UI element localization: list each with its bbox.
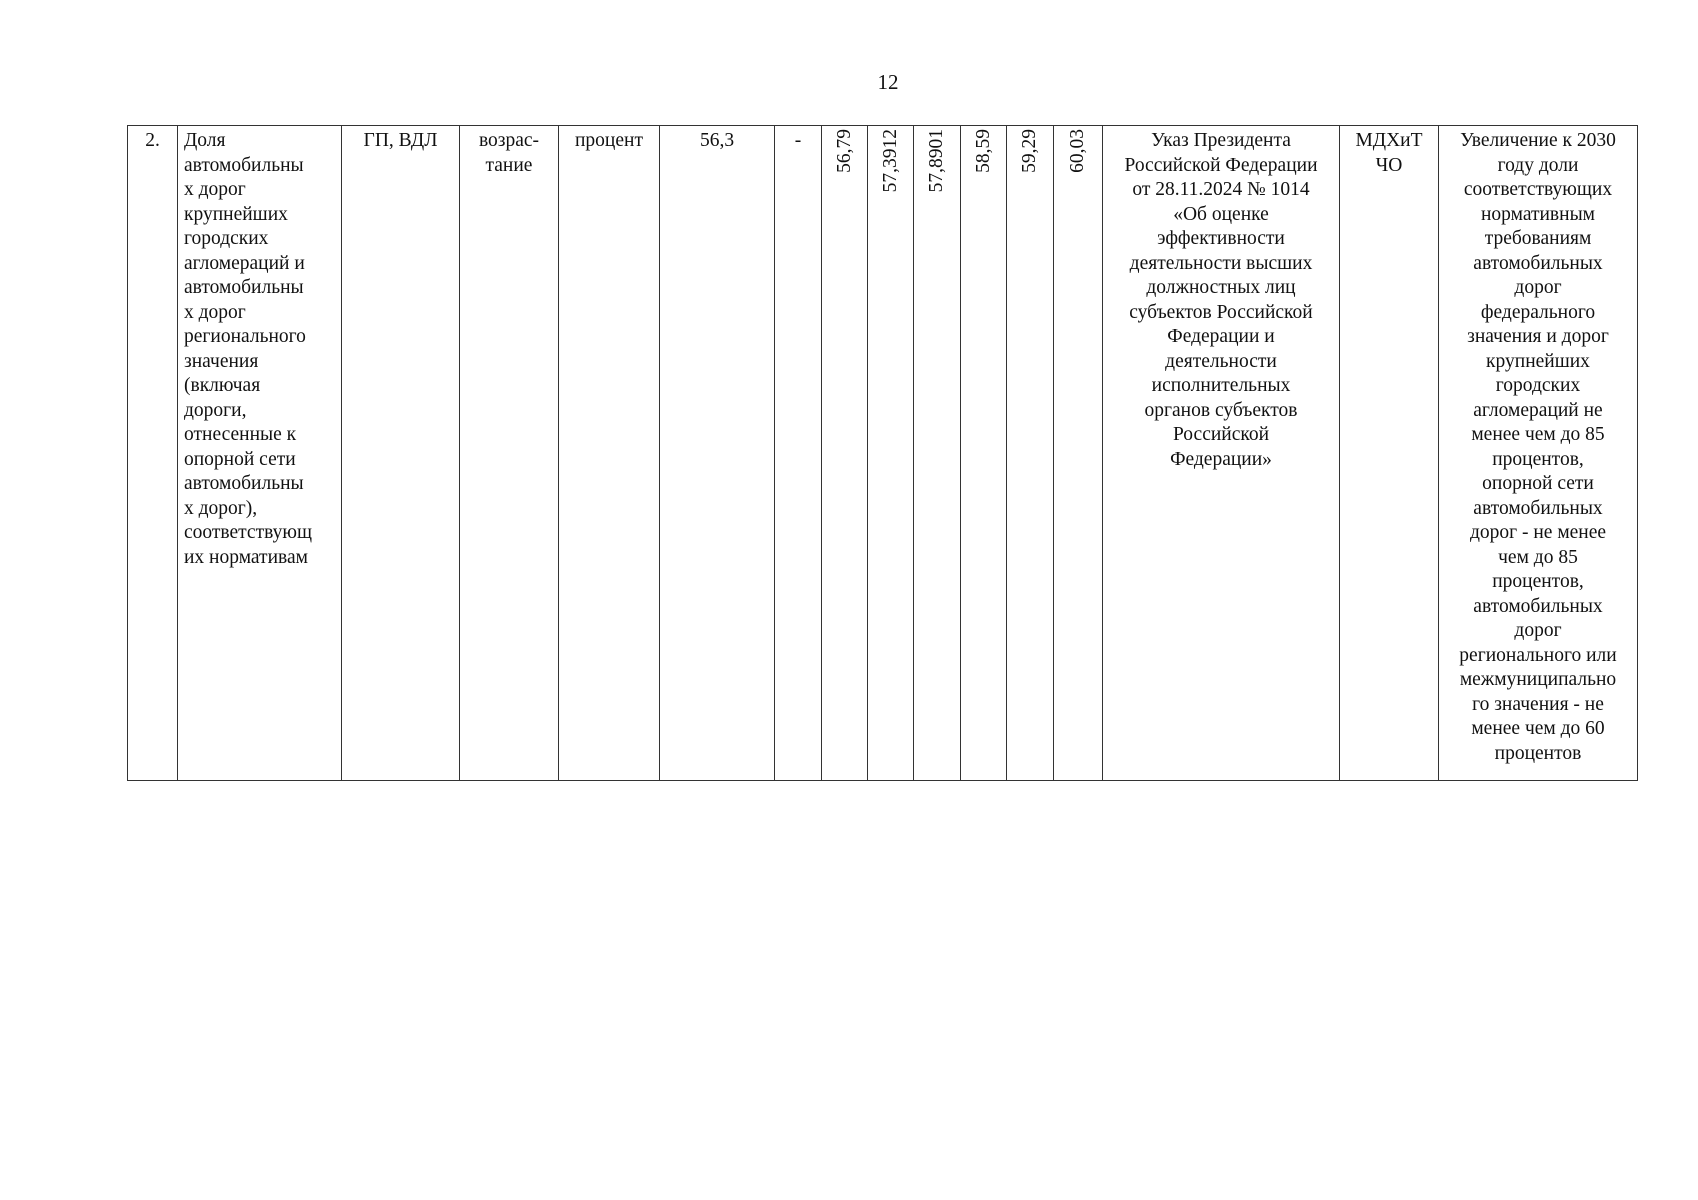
note-line: опорной сети <box>1482 473 1594 494</box>
trend-line: возрас- <box>478 130 540 151</box>
year-value: 56,79 <box>833 129 855 173</box>
name-line: значения <box>184 350 259 372</box>
name-line: опорной сети <box>184 448 296 470</box>
trend-cell <box>460 126 559 781</box>
note-line: дорог <box>1514 620 1562 641</box>
name-line: городских <box>184 228 269 249</box>
document-line: Российской <box>1172 424 1270 445</box>
document-line: эффективности <box>1157 228 1285 249</box>
year-value: 57,3912 <box>879 129 901 193</box>
year-value-cell <box>1054 126 1103 781</box>
year-value-cell <box>1007 126 1054 781</box>
note-line: нормативным <box>1480 203 1596 225</box>
year-value: 57,8901 <box>926 129 947 193</box>
page-number: 12 <box>877 70 899 94</box>
table-row <box>128 126 1638 781</box>
document-line: деятельности высших <box>1129 252 1313 274</box>
responsible-cell <box>1340 126 1439 781</box>
note-cell <box>1439 126 1638 781</box>
document-line: Указ Президента <box>1151 130 1291 151</box>
name-line: автомобильны <box>184 473 304 494</box>
note-line: процентов <box>1494 742 1582 764</box>
year-value: 60,03 <box>1067 129 1088 173</box>
base-value-cell: 56,3 <box>660 126 775 781</box>
document-line: «Об оценке <box>1173 203 1269 225</box>
level-cell: ГП, ВДЛ <box>342 126 460 781</box>
name-line: автомобильны <box>184 277 304 298</box>
document-line: органов субъектов <box>1144 399 1298 421</box>
name-line: регионального <box>184 326 306 347</box>
base-year-cell: - <box>775 126 822 781</box>
name-line: Доля <box>184 130 226 151</box>
indicator-table <box>127 125 1638 781</box>
name-line: х дорог <box>184 179 246 200</box>
note-line: го значения - не <box>1472 693 1604 715</box>
note-line: требованиям <box>1484 228 1592 249</box>
name-line: х дорог), <box>184 497 258 519</box>
document-line: деятельности <box>1165 350 1277 372</box>
note-line: регионального или <box>1459 644 1617 666</box>
name-line: дороги, <box>184 399 247 421</box>
year-value-cell <box>914 126 961 781</box>
note-line: Увеличение к 2030 <box>1460 130 1616 151</box>
year-value-cell <box>961 126 1007 781</box>
note-line: значения и дорог <box>1467 326 1609 347</box>
document-line: Федерации» <box>1170 448 1272 470</box>
document-line: исполнительных <box>1151 375 1291 396</box>
name-line: автомобильны <box>184 154 304 176</box>
document-line: Федерации и <box>1167 326 1275 347</box>
name-line: агломераций и <box>184 252 305 274</box>
document-cell <box>1103 126 1340 781</box>
note-line: менее чем до 60 <box>1471 718 1605 739</box>
note-line: городских <box>1495 375 1581 396</box>
name-line: х дорог <box>184 301 246 323</box>
note-line: году доли <box>1497 154 1579 176</box>
note-line: дорог <box>1514 277 1562 298</box>
row-number-cell: 2. <box>128 126 178 781</box>
name-line: отнесенные к <box>184 424 297 445</box>
year-value-cell <box>822 126 868 781</box>
year-value: 59,29 <box>1019 129 1040 173</box>
note-line: агломераций не <box>1473 399 1603 421</box>
responsible-line: МДХиТ <box>1355 130 1423 151</box>
note-line: автомобильных <box>1473 497 1603 519</box>
document-line: от 28.11.2024 № 1014 <box>1132 179 1310 200</box>
name-line: соответствующ <box>184 522 312 543</box>
note-line: процентов, <box>1492 571 1584 592</box>
note-line: чем до 85 <box>1498 546 1578 568</box>
note-line: соответствующих <box>1463 179 1613 200</box>
name-line: (включая <box>184 375 261 396</box>
responsible-line: ЧО <box>1375 154 1403 176</box>
note-line: межмуниципально <box>1459 669 1617 690</box>
unit-cell: процент <box>559 126 660 781</box>
note-line: дорог - не менее <box>1469 522 1607 543</box>
name-line: их нормативам <box>184 546 308 568</box>
note-line: федерального <box>1480 301 1596 323</box>
note-line: крупнейших <box>1486 350 1590 372</box>
note-line: автомобильных <box>1473 595 1603 617</box>
indicator-name-cell <box>178 126 342 781</box>
document-line: субъектов Российской <box>1129 301 1313 323</box>
year-value: 58,59 <box>972 129 994 173</box>
note-line: менее чем до 85 <box>1471 424 1605 445</box>
document-line: Российской Федерации <box>1124 154 1318 176</box>
year-value-cell <box>868 126 914 781</box>
note-line: автомобильных <box>1473 252 1603 274</box>
note-line: процентов, <box>1492 448 1584 470</box>
document-line: должностных лиц <box>1146 277 1296 298</box>
trend-line: тание <box>485 154 533 176</box>
name-line: крупнейших <box>184 203 288 225</box>
